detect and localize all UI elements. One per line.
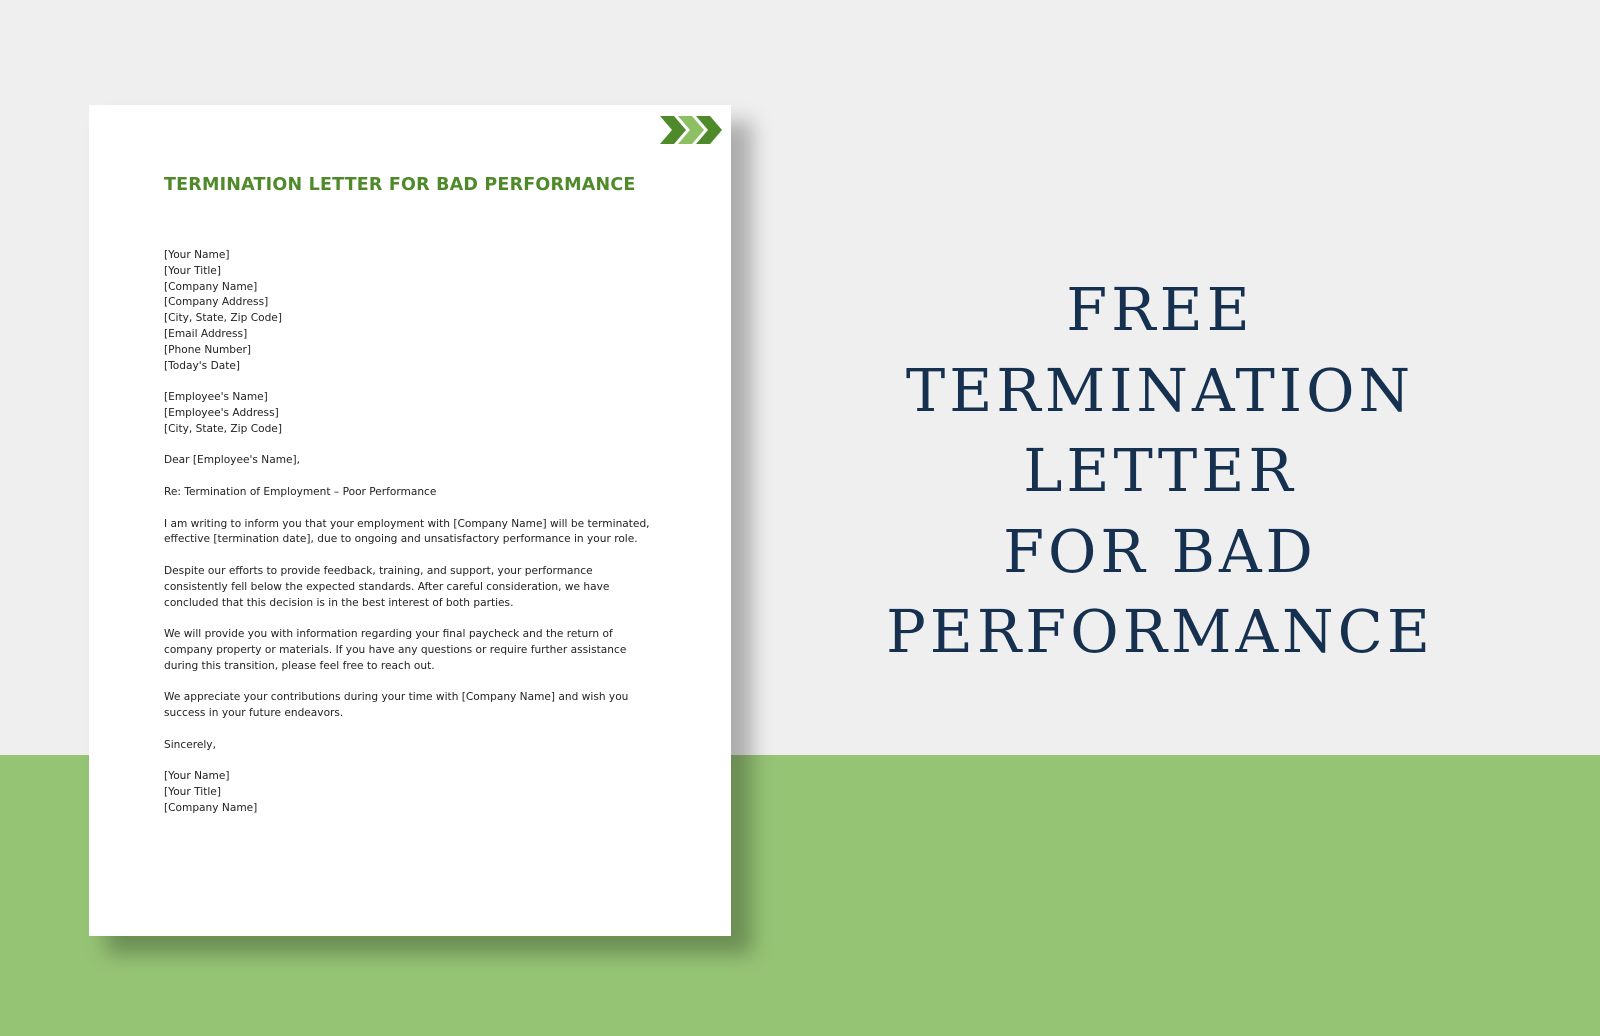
paragraph-line: We appreciate your contributions during your time with [Company Name] and wish you — [164, 691, 629, 704]
sender-city: [City, State, Zip Code] — [164, 312, 282, 325]
salutation: Dear [Employee's Name], — [164, 454, 301, 467]
closing: Sincerely, — [164, 738, 216, 751]
paragraph-1 — [164, 517, 659, 549]
headline-line: PERFORMANCE — [886, 597, 1434, 666]
signature-company: [Company Name] — [164, 801, 258, 814]
signature-title: [Your Title] — [164, 786, 221, 799]
sender-company: [Company Name] — [164, 280, 258, 293]
letter-document — [89, 105, 731, 936]
sender-email: [Email Address] — [164, 327, 248, 340]
letter-date: [Today's Date] — [164, 359, 241, 372]
paragraph-4 — [164, 690, 659, 722]
sender-name: [Your Name] — [164, 249, 230, 261]
paragraph-line: during this transition, please feel free to reach out. — [164, 659, 435, 672]
signature-block — [164, 769, 659, 816]
headline-line: FOR BAD — [1003, 516, 1317, 586]
sender-address: [Company Address] — [164, 296, 269, 309]
document-title: TERMINATION LETTER FOR BAD PERFORMANCE — [164, 175, 636, 195]
paragraph-line: company property or materials. If you have any questions or require further assistance — [164, 643, 627, 656]
subject-line: Re: Termination of Employment – Poor Performance — [164, 485, 437, 498]
sender-phone: [Phone Number] — [164, 343, 252, 356]
paragraph-line: effective [termination date], due to ongoing and unsatisfactory performance in your role. — [164, 533, 638, 546]
paragraph-3 — [164, 627, 659, 674]
signature-name: [Your Name] — [164, 770, 230, 783]
paragraph-line: We will provide you with information regarding your final paycheck and the return of — [164, 628, 613, 641]
letter-body — [164, 248, 659, 832]
sender-title: [Your Title] — [164, 264, 221, 277]
paragraph-line: concluded that this decision is in the best interest of both parties. — [164, 596, 514, 609]
promo-headline — [870, 270, 1450, 673]
paragraph-2 — [164, 564, 659, 611]
chevron-arrows-icon — [660, 116, 722, 144]
sender-block — [164, 248, 659, 374]
paragraph-line: I am writing to inform you that your employment with [Company Name] will be terminated, — [164, 517, 650, 530]
headline-line: LETTER — [1023, 436, 1297, 505]
paragraph-line: success in your future endeavors. — [164, 707, 344, 720]
recipient-address: [Employee's Address] — [164, 406, 279, 419]
headline-line: FREE — [1066, 275, 1254, 344]
paragraph-line: Despite our efforts to provide feedback, training, and support, your performance — [164, 564, 593, 577]
recipient-block — [164, 390, 659, 437]
recipient-name: [Employee's Name] — [164, 391, 268, 404]
paragraph-line: consistently fell below the expected standards. After careful consideration, we have — [164, 580, 610, 593]
headline-line: TERMINATION — [905, 355, 1415, 425]
recipient-city: [City, State, Zip Code] — [164, 422, 282, 435]
